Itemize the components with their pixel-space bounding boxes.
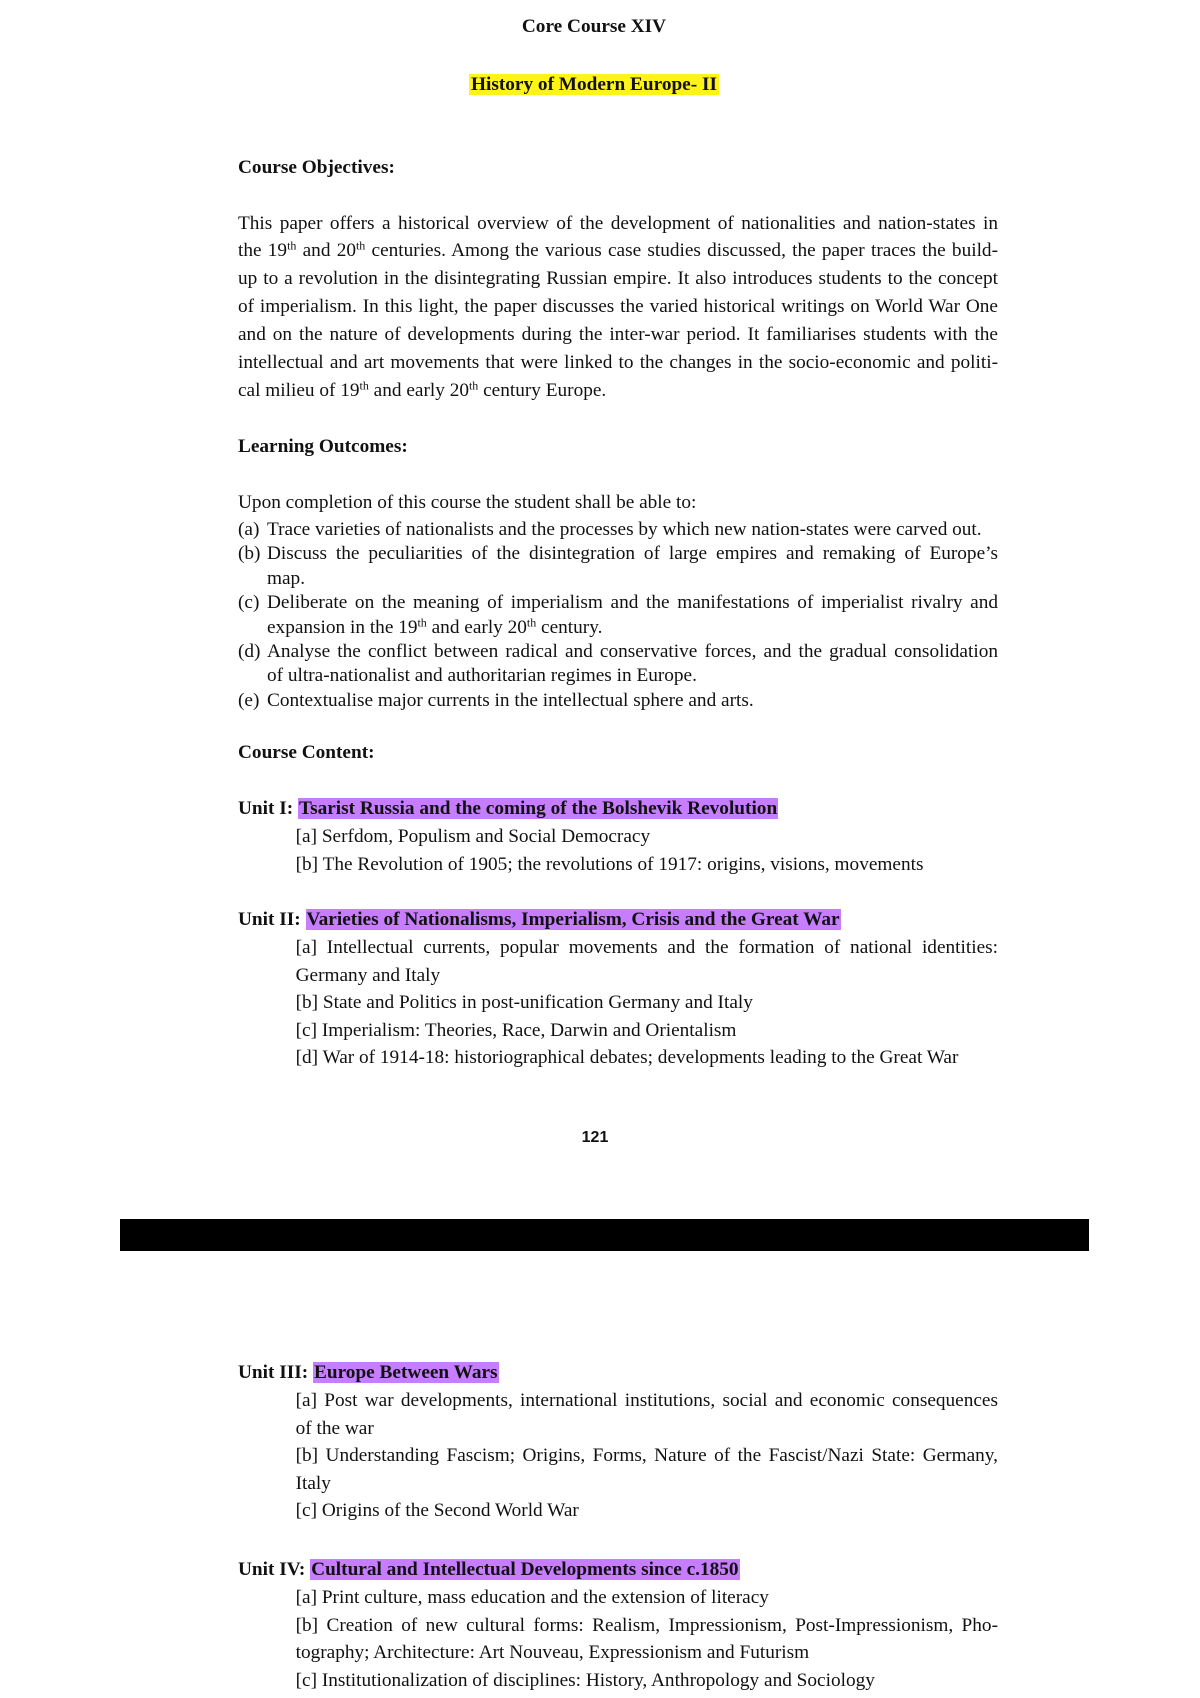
text-run: Origins of the Second World War bbox=[321, 1500, 579, 1522]
text-run: Imperialism: Theories, Race, Darwin and Orientalism bbox=[321, 1019, 737, 1041]
outcome-item bbox=[238, 591, 998, 640]
superscript: th bbox=[287, 238, 297, 253]
text-run: Post war developments, international institutions, social and economic consequences bbox=[324, 1390, 998, 1412]
superscript: th bbox=[526, 615, 537, 630]
outcome-label: (c) bbox=[238, 592, 260, 614]
unit-topics bbox=[296, 823, 998, 878]
unit-topic bbox=[296, 851, 998, 878]
outcomes-intro: Upon completion of this course the student shall be able to: bbox=[238, 491, 697, 513]
unit-topic-label: [d] bbox=[295, 1047, 319, 1069]
text-run: Serfdom, Populism and Social Democracy bbox=[321, 826, 651, 848]
unit-topic-label: [b] bbox=[295, 992, 319, 1014]
outcome-line bbox=[267, 518, 998, 542]
text-run: intellectual and art movements that were linked to the changes in the socio-economic and politi- bbox=[238, 352, 998, 374]
text-run: State and Politics in post-unification Germany and Italy bbox=[322, 992, 753, 1014]
unit-topic-line bbox=[296, 851, 998, 878]
outcome-item bbox=[238, 689, 998, 713]
unit-label: Unit III: bbox=[238, 1362, 309, 1383]
objectives-paragraph bbox=[238, 210, 998, 405]
text-run: century. bbox=[536, 616, 603, 638]
unit-topic-label: [b] bbox=[295, 1445, 319, 1467]
outcome-label: (d) bbox=[238, 641, 261, 663]
unit-topic bbox=[296, 989, 998, 1016]
unit-topic-line bbox=[296, 1667, 998, 1694]
unit-topic bbox=[296, 823, 998, 850]
text-run: cal milieu of 19 bbox=[238, 379, 360, 401]
text-run: map. bbox=[267, 567, 306, 589]
unit-title-highlight: Cultural and Intellectual Developments since c.1850 bbox=[311, 1559, 739, 1580]
unit-topic-line bbox=[296, 1639, 998, 1666]
text-run: Italy bbox=[295, 1472, 331, 1494]
unit-topic bbox=[296, 1017, 998, 1044]
unit-topic-line bbox=[296, 1442, 998, 1469]
outcome-label: (a) bbox=[238, 519, 260, 540]
unit-heading bbox=[238, 1359, 998, 1387]
objectives-heading: Course Objectives: bbox=[238, 157, 395, 178]
unit-topic-line bbox=[296, 1387, 998, 1414]
unit-block bbox=[238, 1556, 998, 1694]
unit-block bbox=[238, 1359, 998, 1524]
outcome-line bbox=[267, 616, 998, 640]
unit-title-highlight: Tsarist Russia and the coming of the Bolshevik Revolution bbox=[299, 798, 778, 819]
unit-topic bbox=[296, 1612, 998, 1667]
unit-label: Unit I: bbox=[238, 798, 294, 819]
text-run: The Revolution of 1905; the revolutions of 1917: origins, visions, movements bbox=[322, 853, 924, 875]
superscript: th bbox=[417, 615, 427, 630]
content-heading: Course Content: bbox=[238, 742, 375, 763]
unit-title-highlight: Europe Between Wars bbox=[314, 1362, 498, 1383]
unit-topic bbox=[296, 934, 998, 989]
text-run: Understanding Fascism; Origins, Forms, Nature of the Fascist/Nazi State: Germany, bbox=[325, 1445, 998, 1467]
course-label: Core Course XIV bbox=[521, 16, 667, 37]
text-run: of the war bbox=[295, 1417, 374, 1439]
unit-topic-label: [b] bbox=[295, 853, 319, 875]
objectives-line bbox=[238, 265, 998, 293]
unit-topic bbox=[296, 1044, 998, 1071]
text-run: of ultra-nationalist and authoritarian regimes in Europe. bbox=[267, 665, 697, 687]
objectives-line bbox=[238, 210, 998, 238]
text-run: Germany and Italy bbox=[295, 964, 441, 986]
text-run: and on the nature of developments during the inter-war period. It familiarises students with the bbox=[238, 324, 998, 346]
outcome-text bbox=[267, 689, 998, 713]
outcome-label: (e) bbox=[238, 689, 260, 711]
unit-block bbox=[238, 795, 998, 878]
unit-topic-line bbox=[296, 1497, 998, 1524]
unit-topic-line bbox=[296, 1612, 998, 1639]
unit-topic-line bbox=[296, 1017, 998, 1044]
unit-topic-label: [c] bbox=[295, 1500, 317, 1522]
outcome-label: (b) bbox=[238, 543, 261, 565]
unit-heading bbox=[238, 906, 998, 934]
course-title-line bbox=[0, 71, 1188, 99]
outcome-line bbox=[267, 591, 998, 615]
unit-topic-line bbox=[296, 823, 998, 850]
text-run: tography; Architecture: Art Nouveau, Expressionism and Futurism bbox=[295, 1642, 810, 1664]
superscript: th bbox=[468, 378, 479, 393]
outcome-line bbox=[267, 664, 998, 688]
unit-topic-label: [a] bbox=[295, 826, 317, 848]
outcome-text bbox=[267, 640, 998, 689]
text-run: Print culture, mass education and the extension of literacy bbox=[321, 1587, 769, 1609]
superscript: th bbox=[355, 238, 366, 253]
unit-topic-line bbox=[296, 934, 998, 961]
text-run: Discuss the peculiarities of the disintegration of large empires and remaking of Europe’s bbox=[267, 543, 998, 565]
superscript: th bbox=[359, 378, 369, 393]
outcome-item bbox=[238, 518, 998, 542]
unit-heading bbox=[238, 1556, 998, 1584]
text-run: up to a revolution in the disintegrating Russian empire. It also introduces students to the concept bbox=[238, 268, 998, 290]
unit-topic-line bbox=[296, 1044, 998, 1071]
text-run: Contextualise major currents in the intellectual sphere and arts. bbox=[267, 689, 754, 711]
unit-topic-label: [b] bbox=[295, 1614, 319, 1636]
objectives-line bbox=[238, 237, 998, 265]
unit-label: Unit IV: bbox=[238, 1559, 306, 1580]
text-run: the 19 bbox=[238, 240, 288, 262]
text-run: and early 20 bbox=[368, 379, 469, 401]
unit-topic-label: [a] bbox=[295, 1390, 317, 1412]
text-run: War of 1914-18: historiographical debates; developments leading to the Great War bbox=[322, 1047, 959, 1069]
text-run: Intellectual currents, popular movements and the formation of national identities: bbox=[326, 937, 998, 959]
outcome-line bbox=[267, 567, 998, 591]
outcome-item bbox=[238, 640, 998, 689]
outcome-text bbox=[267, 591, 998, 640]
text-run: and early 20 bbox=[426, 616, 527, 638]
unit-topic bbox=[296, 1387, 998, 1442]
outcome-line bbox=[267, 689, 998, 713]
unit-topic-line bbox=[296, 1584, 998, 1611]
objectives-line bbox=[238, 321, 998, 349]
text-run: Creation of new cultural forms: Realism, Impressionism, Post-Impressionism, Pho- bbox=[326, 1614, 998, 1636]
course-title: History of Modern Europe- II bbox=[470, 74, 717, 95]
unit-topic-label: [c] bbox=[295, 1019, 317, 1041]
unit-topic bbox=[296, 1667, 998, 1694]
objectives-line bbox=[238, 349, 998, 377]
objectives-line bbox=[238, 377, 998, 405]
text-run: Deliberate on the meaning of imperialism and the manifestations of imperialist rivalry and bbox=[267, 592, 998, 614]
text-run: expansion in the 19 bbox=[267, 616, 418, 638]
outcome-line bbox=[267, 640, 998, 664]
unit-topic bbox=[296, 1442, 998, 1497]
unit-topics bbox=[296, 934, 998, 1071]
outcome-line bbox=[267, 542, 998, 566]
unit-label: Unit II: bbox=[238, 909, 301, 930]
text-run: and 20 bbox=[296, 240, 356, 262]
outcome-item bbox=[238, 542, 998, 591]
unit-topic bbox=[296, 1584, 998, 1611]
unit-topic-label: [a] bbox=[295, 1587, 317, 1609]
outcomes-list bbox=[238, 518, 998, 713]
text-run: Institutionalization of disciplines: History, Anthropology and Sociology bbox=[321, 1669, 875, 1691]
text-run: of imperialism. In this light, the paper discusses the varied historical writings on World War One bbox=[238, 296, 998, 318]
page-separator-bar bbox=[120, 1219, 1089, 1251]
unit-topic-line bbox=[296, 1470, 998, 1497]
unit-topics bbox=[296, 1387, 998, 1524]
text-run: Analyse the conflict between radical and conservative forces, and the gradual consolidation bbox=[267, 641, 998, 663]
text-run: Trace varieties of nationalists and the processes by which new nation-states were carved out. bbox=[267, 519, 982, 540]
unit-topic-line bbox=[296, 1415, 998, 1442]
text-run: century Europe. bbox=[478, 379, 607, 401]
outcomes-heading: Learning Outcomes: bbox=[238, 436, 408, 457]
unit-topic-line bbox=[296, 962, 998, 989]
outcome-text bbox=[267, 542, 998, 591]
unit-block bbox=[238, 906, 998, 1071]
unit-topic-label: [c] bbox=[295, 1669, 317, 1691]
unit-heading bbox=[238, 795, 998, 823]
unit-topics bbox=[296, 1584, 998, 1694]
unit-topic bbox=[296, 1497, 998, 1524]
text-run: This paper offers a historical overview of the development of nationalities and nation-states in bbox=[238, 212, 998, 234]
unit-title-highlight: Varieties of Nationalisms, Imperialism, Crisis and the Great War bbox=[306, 909, 840, 930]
objectives-line bbox=[238, 293, 998, 321]
unit-topic-line bbox=[296, 989, 998, 1016]
text-run: centuries. Among the various case studies discussed, the paper traces the build- bbox=[365, 240, 998, 262]
unit-topic-label: [a] bbox=[295, 937, 317, 959]
outcome-text bbox=[267, 518, 998, 542]
page-number: 121 bbox=[581, 1129, 609, 1146]
